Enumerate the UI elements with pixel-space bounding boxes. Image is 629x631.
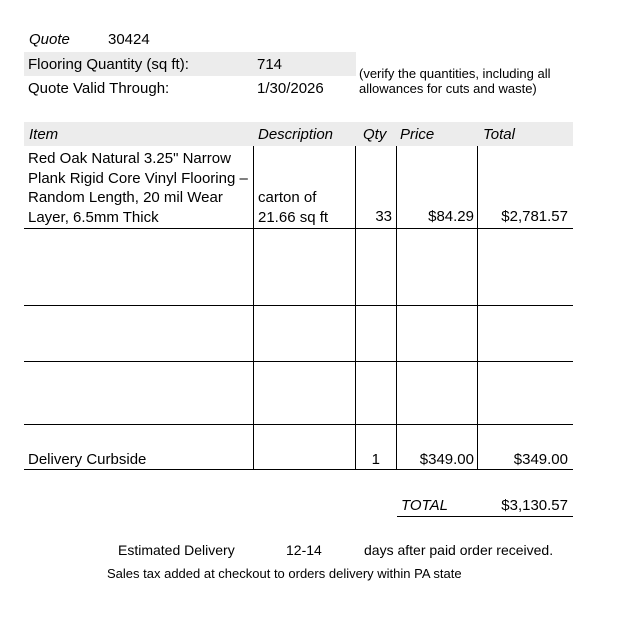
row1-item: Red Oak Natural 3.25" Narrow Plank Rigid Core Vinyl Flooring – Random Length, 20 mil Wear Layer, 6.5mm Thick: [28, 150, 248, 226]
grid-line: [253, 146, 254, 470]
valid-through-label: Quote Valid Through:: [28, 80, 170, 97]
total-value: $3,130.57: [501, 497, 568, 514]
row2-total: $349.00: [513, 451, 568, 468]
valid-through-value: 1/30/2026: [257, 80, 324, 97]
quote-number: 30424: [108, 31, 150, 48]
quote-label: Quote: [29, 31, 70, 48]
column-header-total: Total: [483, 126, 515, 143]
row1-total: $2,781.57: [501, 208, 568, 225]
column-header-price: Price: [400, 126, 435, 143]
column-header-item: Item: [29, 126, 59, 143]
row1-qty: 33: [375, 208, 392, 225]
grid-line: [24, 305, 573, 306]
grid-line: [24, 361, 573, 362]
column-header-description: Description: [258, 126, 334, 143]
row1-price: $84.29: [428, 208, 474, 225]
delivery-label: Estimated Delivery: [118, 542, 235, 558]
row1-description: [258, 188, 353, 227]
grid-line: [396, 146, 397, 470]
row1-description-text: carton of 21.66 sq ft: [258, 189, 329, 226]
grid-line: [355, 146, 356, 470]
column-header-qty: Qty: [363, 126, 387, 143]
delivery-suffix: days after paid order received.: [364, 542, 554, 558]
verify-note: (verify the quantities, including all allowances for cuts and waste): [359, 66, 551, 96]
row2-price: $349.00: [419, 451, 474, 468]
grid-line: [24, 469, 573, 470]
row2-item: Delivery Curbside: [28, 451, 147, 468]
total-underline: [397, 516, 573, 517]
grid-line: [24, 228, 573, 229]
quantity-label: Flooring Quantity (sq ft):: [28, 56, 189, 73]
total-label: TOTAL: [401, 497, 448, 514]
delivery-days: 12-14: [286, 542, 322, 558]
grid-line: [477, 146, 478, 470]
row2-qty: 1: [371, 451, 380, 468]
quantity-value: 714: [257, 56, 283, 73]
tax-note: Sales tax added at checkout to orders delivery within PA state: [107, 566, 462, 581]
grid-line: [24, 424, 573, 425]
